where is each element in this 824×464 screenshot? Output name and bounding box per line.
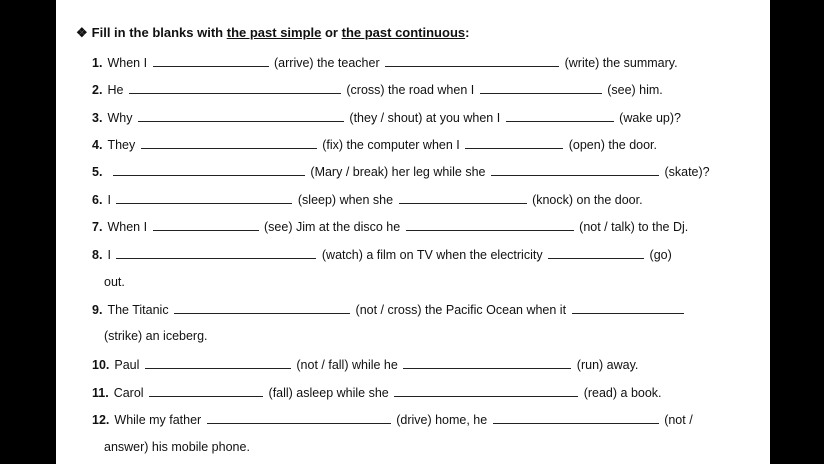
- exercise-item-7: 7. When I (see) Jim at the disco he (not / talk) to the Dj.: [92, 220, 689, 234]
- answer-blank[interactable]: [506, 109, 614, 122]
- diamond-bullet-icon: ❖: [76, 25, 88, 40]
- exercise-item-8: 8. I (watch) a film on TV when the electricity (go): [92, 248, 672, 262]
- answer-blank[interactable]: [406, 218, 574, 231]
- answer-blank[interactable]: [153, 54, 269, 67]
- answer-blank[interactable]: [403, 356, 571, 369]
- exercise-item-12: 12. While my father (drive) home, he (not /: [92, 413, 693, 427]
- answer-blank[interactable]: [138, 109, 344, 122]
- exercise-item-11: 11. Carol (fall) asleep while she (read) a book.: [92, 386, 662, 400]
- exercise-item-10: 10. Paul (not / fall) while he (run) away.: [92, 358, 639, 372]
- exercise-item-3: 3. Why (they / shout) at you when I (wake up)?: [92, 111, 681, 125]
- exercise-item-9: 9. The Titanic (not / cross) the Pacific Ocean when it: [92, 301, 686, 318]
- exercise-item-5: 5. (Mary / break) her leg while she (skate)?: [92, 165, 710, 179]
- answer-blank[interactable]: [129, 81, 341, 94]
- answer-blank[interactable]: [153, 218, 259, 231]
- worksheet-page: [56, 0, 770, 464]
- answer-blank[interactable]: [465, 136, 563, 149]
- past-continuous-term: the past continuous: [341, 25, 466, 40]
- exercise-item-1: 1. When I (arrive) the teacher (write) the summary.: [92, 56, 678, 70]
- exercise-item-2: 2. He (cross) the road when I (see) him.: [92, 83, 663, 97]
- answer-blank[interactable]: [548, 246, 644, 259]
- answer-blank[interactable]: [399, 191, 527, 204]
- answer-blank[interactable]: [491, 163, 659, 176]
- answer-blank[interactable]: [116, 246, 316, 259]
- answer-blank[interactable]: [480, 81, 602, 94]
- answer-blank[interactable]: [207, 411, 391, 424]
- exercise-item-8-continued: out.: [104, 275, 125, 289]
- exercise-item-4: 4. They (fix) the computer when I (open) the door.: [92, 138, 657, 152]
- answer-blank[interactable]: [385, 54, 559, 67]
- answer-blank[interactable]: [572, 301, 684, 314]
- answer-blank[interactable]: [116, 191, 292, 204]
- answer-blank[interactable]: [174, 301, 350, 314]
- answer-blank[interactable]: [145, 356, 291, 369]
- exercise-item-9-continued: (strike) an iceberg.: [104, 329, 208, 343]
- past-simple-term: the past simple: [226, 25, 322, 40]
- exercise-item-6: 6. I (sleep) when she (knock) on the door.: [92, 193, 643, 207]
- answer-blank[interactable]: [113, 163, 305, 176]
- answer-blank[interactable]: [394, 384, 578, 397]
- answer-blank[interactable]: [493, 411, 659, 424]
- instructions-heading: ❖ Fill in the blanks with the past simple or the past continuous:: [76, 25, 470, 40]
- answer-blank[interactable]: [141, 136, 317, 149]
- exercise-item-12-continued: answer) his mobile phone.: [104, 440, 250, 454]
- answer-blank[interactable]: [149, 384, 263, 397]
